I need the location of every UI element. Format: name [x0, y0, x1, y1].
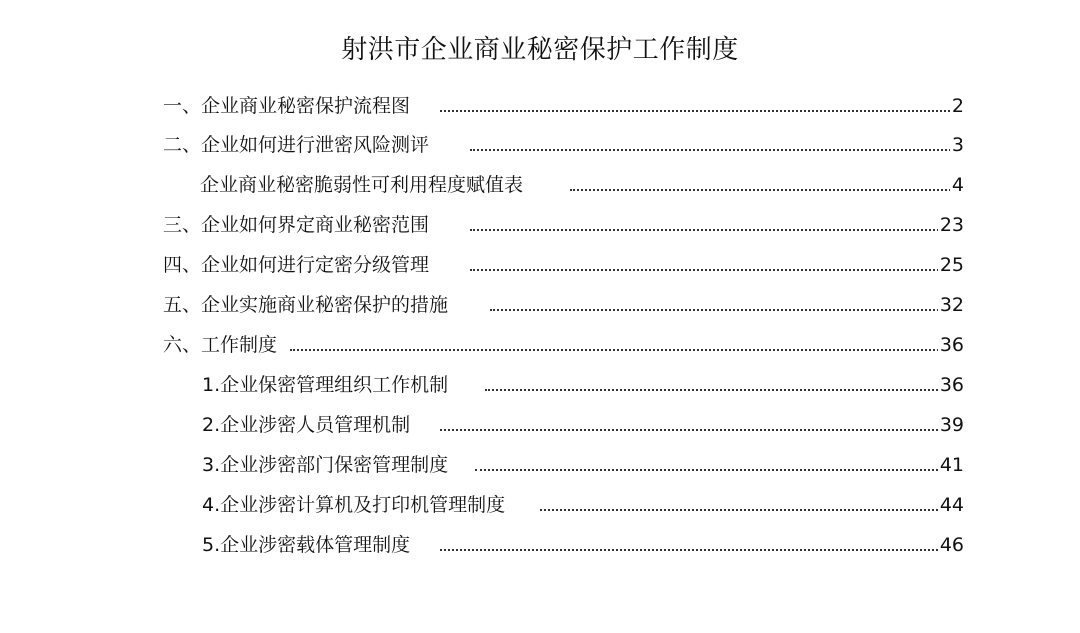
toc-leader-dots	[470, 269, 962, 271]
toc-entry-page: 2	[950, 91, 964, 121]
toc-entry	[0, 250, 1080, 280]
toc-entry	[0, 370, 1080, 400]
toc-entry-label: 3.企业涉密部门保密管理制度	[202, 450, 452, 480]
toc-entry-label: 四、企业如何进行定密分级管理	[163, 250, 433, 280]
toc-entry	[0, 450, 1080, 480]
toc-leader-dots	[440, 549, 962, 551]
toc-entry	[0, 490, 1080, 520]
toc-entry-label: 一、企业商业秘密保护流程图	[163, 91, 414, 121]
toc-entry-page: 3	[950, 130, 964, 160]
toc-entry-page: 4	[950, 170, 964, 200]
toc-entry-label: 五、企业实施商业秘密保护的措施	[163, 290, 452, 320]
toc-leader-dots	[540, 509, 962, 511]
toc-leader-dots	[470, 229, 962, 231]
toc-entry-page: 32	[938, 290, 964, 320]
toc-entry	[0, 410, 1080, 440]
toc-entry-label: 六、工作制度	[163, 330, 281, 360]
toc-leader-dots	[470, 149, 962, 151]
toc-entry	[0, 290, 1080, 320]
toc-entry-page: 23	[938, 210, 964, 240]
toc-leader-dots	[440, 429, 962, 431]
toc-entry-page: 25	[938, 250, 964, 280]
toc-entry	[0, 210, 1080, 240]
toc-leader-dots	[485, 389, 962, 391]
toc-entry-page: 44	[938, 490, 964, 520]
toc-leader-dots	[290, 349, 962, 351]
toc-entry	[0, 330, 1080, 360]
toc-entry-page: 36	[938, 330, 964, 360]
toc-entry-page: 46	[938, 530, 964, 560]
toc-entry	[0, 91, 1080, 121]
toc-entry-label: 二、企业如何进行泄密风险测评	[163, 130, 433, 160]
toc-entry	[0, 530, 1080, 560]
toc-leader-dots	[490, 309, 962, 311]
toc-leader-dots	[440, 110, 962, 112]
toc-entry	[0, 170, 1080, 200]
toc-entry-label: 5.企业涉密载体管理制度	[202, 530, 414, 560]
toc-leader-dots	[570, 189, 962, 191]
toc-entry-page: 41	[938, 450, 964, 480]
toc-entry	[0, 130, 1080, 160]
toc-entry-label: 企业商业秘密脆弱性可利用程度赋值表	[200, 170, 527, 200]
document-title: 射洪市企业商业秘密保护工作制度	[341, 35, 739, 65]
toc-entry-page: 39	[938, 410, 964, 440]
toc-entry-label: 4.企业涉密计算机及打印机管理制度	[202, 490, 509, 520]
toc-entry-label: 1.企业保密管理组织工作机制	[202, 370, 452, 400]
toc-entry-label: 三、企业如何界定商业秘密范围	[163, 210, 433, 240]
toc-entry-page: 36	[938, 370, 964, 400]
toc-entry-label: 2.企业涉密人员管理机制	[202, 410, 414, 440]
toc-leader-dots	[475, 469, 962, 471]
